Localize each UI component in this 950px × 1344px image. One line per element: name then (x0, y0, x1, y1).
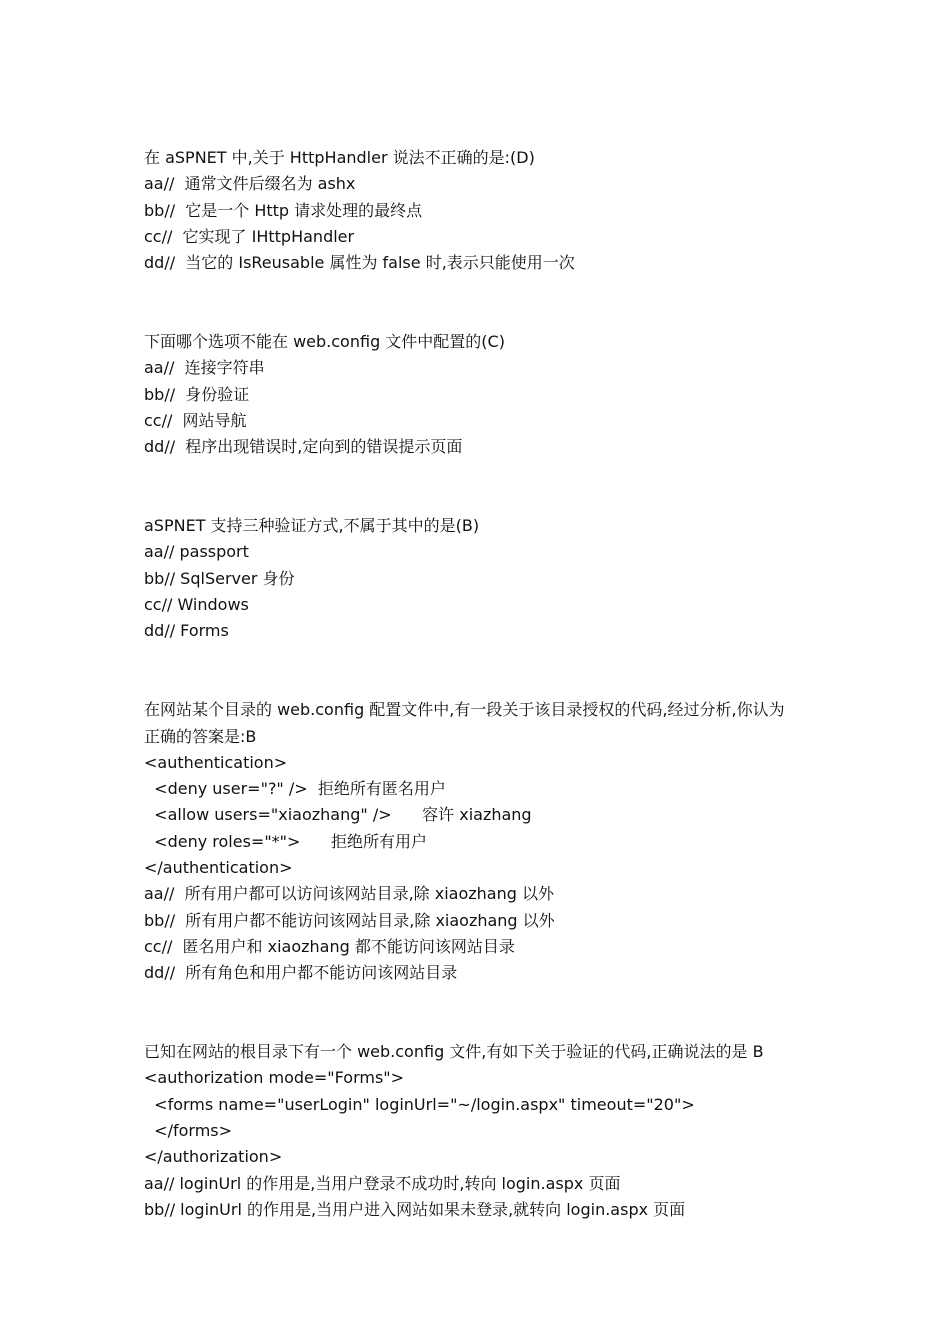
spacer (144, 276, 824, 329)
spacer (144, 645, 824, 698)
code-line: </authentication> (144, 858, 293, 878)
question-1 (144, 145, 824, 276)
option-a: aa// 通常文件后缀名为 ashx (144, 174, 356, 194)
spacer (144, 987, 824, 1040)
option-a: aa// passport (144, 542, 249, 562)
option-a: aa// loginUrl 的作用是,当用户登录不成功时,转向 login.aspx 页面 (144, 1173, 621, 1193)
question-stem: 已知在网站的根目录下有一个 web.config 文件,有如下关于验证的代码,正确说法的是 B (144, 1042, 764, 1062)
code-line: <authorization mode="Forms"> (144, 1068, 405, 1088)
option-a: aa// 连接字符串 (144, 358, 265, 378)
question-stem-continued: 正确的答案是:B (144, 726, 257, 746)
spacer (144, 461, 824, 514)
option-c: cc// 网站导航 (144, 410, 247, 430)
option-b: bb// 所有用户都不能访问该网站目录,除 xiaozhang 以外 (144, 910, 555, 930)
option-d: dd// 当它的 IsReusable 属性为 false 时,表示只能使用一次 (144, 253, 575, 273)
option-d: dd// 程序出现错误时,定向到的错误提示页面 (144, 437, 463, 457)
code-line: <allow users="xiaozhang" /> 容许 xiazhang (144, 805, 532, 825)
code-line: <deny user="?" /> 拒绝所有匿名用户 (144, 779, 446, 799)
option-d: dd// Forms (144, 621, 229, 641)
code-line: <authentication> (144, 752, 288, 772)
code-line: <deny roles="*"> 拒绝所有用户 (144, 831, 427, 851)
option-c: cc// 匿名用户和 xiaozhang 都不能访问该网站目录 (144, 936, 515, 956)
option-b: bb// SqlServer 身份 (144, 568, 295, 588)
code-line: </authorization> (144, 1147, 283, 1167)
option-d: dd// 所有角色和用户都不能访问该网站目录 (144, 963, 458, 983)
option-c: cc// 它实现了 IHttpHandler (144, 226, 355, 246)
option-b: bb// loginUrl 的作用是,当用户进入网站如果未登录,就转向 login.aspx 页面 (144, 1199, 686, 1219)
option-b: bb// 它是一个 Http 请求处理的最终点 (144, 200, 423, 220)
option-a: aa// 所有用户都可以访问该网站目录,除 xiaozhang 以外 (144, 884, 554, 904)
option-c: cc// Windows (144, 595, 249, 615)
document-page (144, 145, 824, 1223)
option-b: bb// 身份验证 (144, 384, 250, 404)
question-5 (144, 1039, 824, 1223)
question-4 (144, 697, 824, 986)
code-line: </forms> (144, 1120, 233, 1140)
question-stem: 在网站某个目录的 web.config 配置文件中,有一段关于该目录授权的代码,经过分析,你认为 (144, 700, 785, 720)
question-3 (144, 513, 824, 644)
question-2 (144, 329, 824, 460)
question-stem: aSPNET 支持三种验证方式,不属于其中的是(B) (144, 516, 480, 536)
code-line: <forms name="userLogin" loginUrl="~/login.aspx" timeout="20"> (144, 1094, 695, 1114)
question-stem: 下面哪个选项不能在 web.config 文件中配置的(C) (144, 332, 505, 352)
question-stem: 在 aSPNET 中,关于 HttpHandler 说法不正确的是:(D) (144, 148, 535, 167)
